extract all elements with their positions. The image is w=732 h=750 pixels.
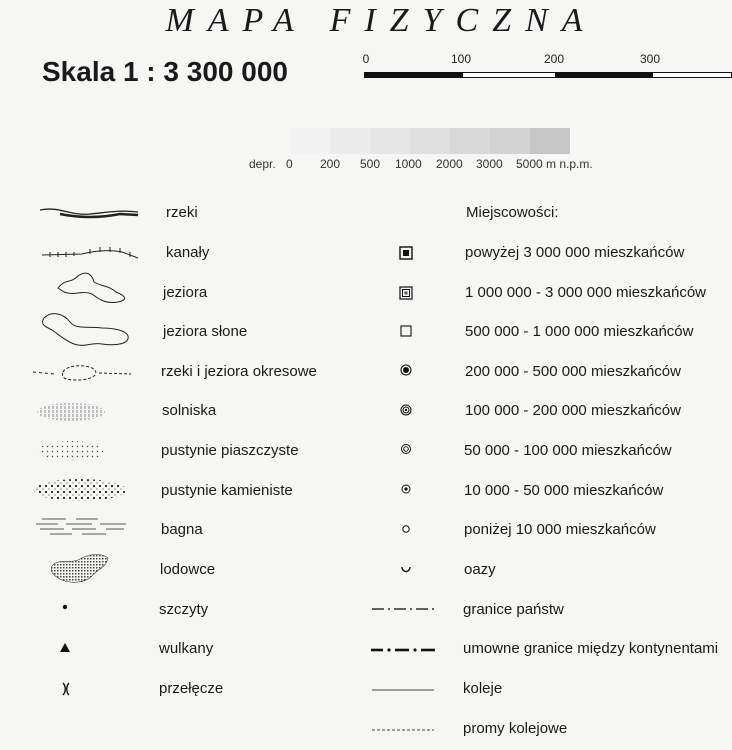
city-200k-500k-icon [400,364,412,376]
elevation-label: 3000 [476,157,503,171]
city-under-10k-icon [401,524,411,534]
legend-label: 100 000 - 200 000 mieszkańców [465,402,681,419]
legend-label: poniżej 10 000 mieszkańców [464,521,656,538]
peak-icon [61,603,69,611]
stone-desert-icon [32,478,128,502]
legend-label: solniska [162,402,217,419]
city-1m-3m-icon [399,286,413,300]
elevation-swatch [370,128,410,154]
legend-label: szczyty [159,601,209,618]
seasonal-water-icon [33,360,133,382]
legend-label: 500 000 - 1 000 000 mieszkańców [465,323,694,340]
city-50k-100k-icon [400,443,412,455]
legend-label: 1 000 000 - 3 000 000 mieszkańców [465,284,706,301]
legend-label: granice państw [463,601,564,618]
scale-segment [364,72,462,78]
elevation-swatch [530,128,570,154]
legend-label: koleje [463,680,503,697]
scale-segment [462,72,556,78]
legend-label: 10 000 - 50 000 mieszkańców [464,482,664,499]
elevation-label: 200 [320,157,341,171]
legend-label: umowne granice między kontynentami [463,640,719,657]
elevation-label: 0 [286,157,293,171]
pass-icon [60,682,72,696]
glacier-icon [48,552,112,586]
legend-label: pustynie piaszczyste [161,442,299,459]
legend-label: wulkany [159,640,214,657]
rail-ferry-icon [372,728,436,732]
elevation-color-scale [290,128,570,154]
oasis-icon [400,565,412,575]
scale-bar [362,52,732,92]
legend-label: rzeki [166,204,198,221]
map-title: MAPA FIZYCZNA [165,2,597,39]
scale-tick: 200 [543,52,565,66]
scale-tick: 100 [450,52,472,66]
elevation-swatch [490,128,530,154]
legend-label: rzeki i jeziora okresowe [161,363,317,380]
legend-label: 50 000 - 100 000 mieszkańców [464,442,672,459]
canal-icon [42,244,140,260]
legend-label: 200 000 - 500 000 mieszkańców [465,363,681,380]
lake-icon [56,270,132,306]
elevation-label: depr. [249,157,276,171]
railway-icon [372,688,436,692]
salt-lake-icon [40,308,132,350]
elevation-label: 500 [360,157,381,171]
salt-flat-icon [36,402,106,422]
legend-label: pustynie kamieniste [161,482,293,499]
legend-label: jeziora słone [163,323,248,340]
scale-tick: 0 [362,52,370,66]
scale-segment [556,72,652,78]
sand-desert-icon [36,440,106,462]
state-border-icon [372,605,438,613]
swamp-icon [36,516,128,536]
elevation-swatch [290,128,330,154]
legend-label: jeziora [163,284,208,301]
scale-tick: 300 [639,52,661,66]
elevation-label: 2000 [436,157,463,171]
scale-segment [652,72,732,78]
elevation-swatch [410,128,450,154]
legend-label: przełęcze [159,680,224,697]
legend-label: powyżej 3 000 000 mieszkańców [465,244,685,261]
volcano-icon [59,642,71,654]
city-100k-200k-icon [400,404,412,416]
river-icon [40,204,140,222]
city-500k-1m-icon [400,325,412,337]
scale-label: Skala 1 : 3 300 000 [42,56,288,87]
continent-border-icon [371,645,439,655]
legend-label: lodowce [160,561,216,578]
legend-label: promy kolejowe [463,720,568,737]
elevation-swatch [450,128,490,154]
city-3m-plus-icon [399,246,413,260]
legend-label: bagna [161,521,203,538]
elevation-swatch [330,128,370,154]
settlements-heading: Miejscowości: [466,204,559,221]
city-10k-50k-icon [401,484,411,494]
elevation-label: 5000 m n.p.m. [516,157,593,171]
legend-label: kanały [166,244,210,261]
elevation-label: 1000 [395,157,422,171]
legend-label: oazy [464,561,496,578]
